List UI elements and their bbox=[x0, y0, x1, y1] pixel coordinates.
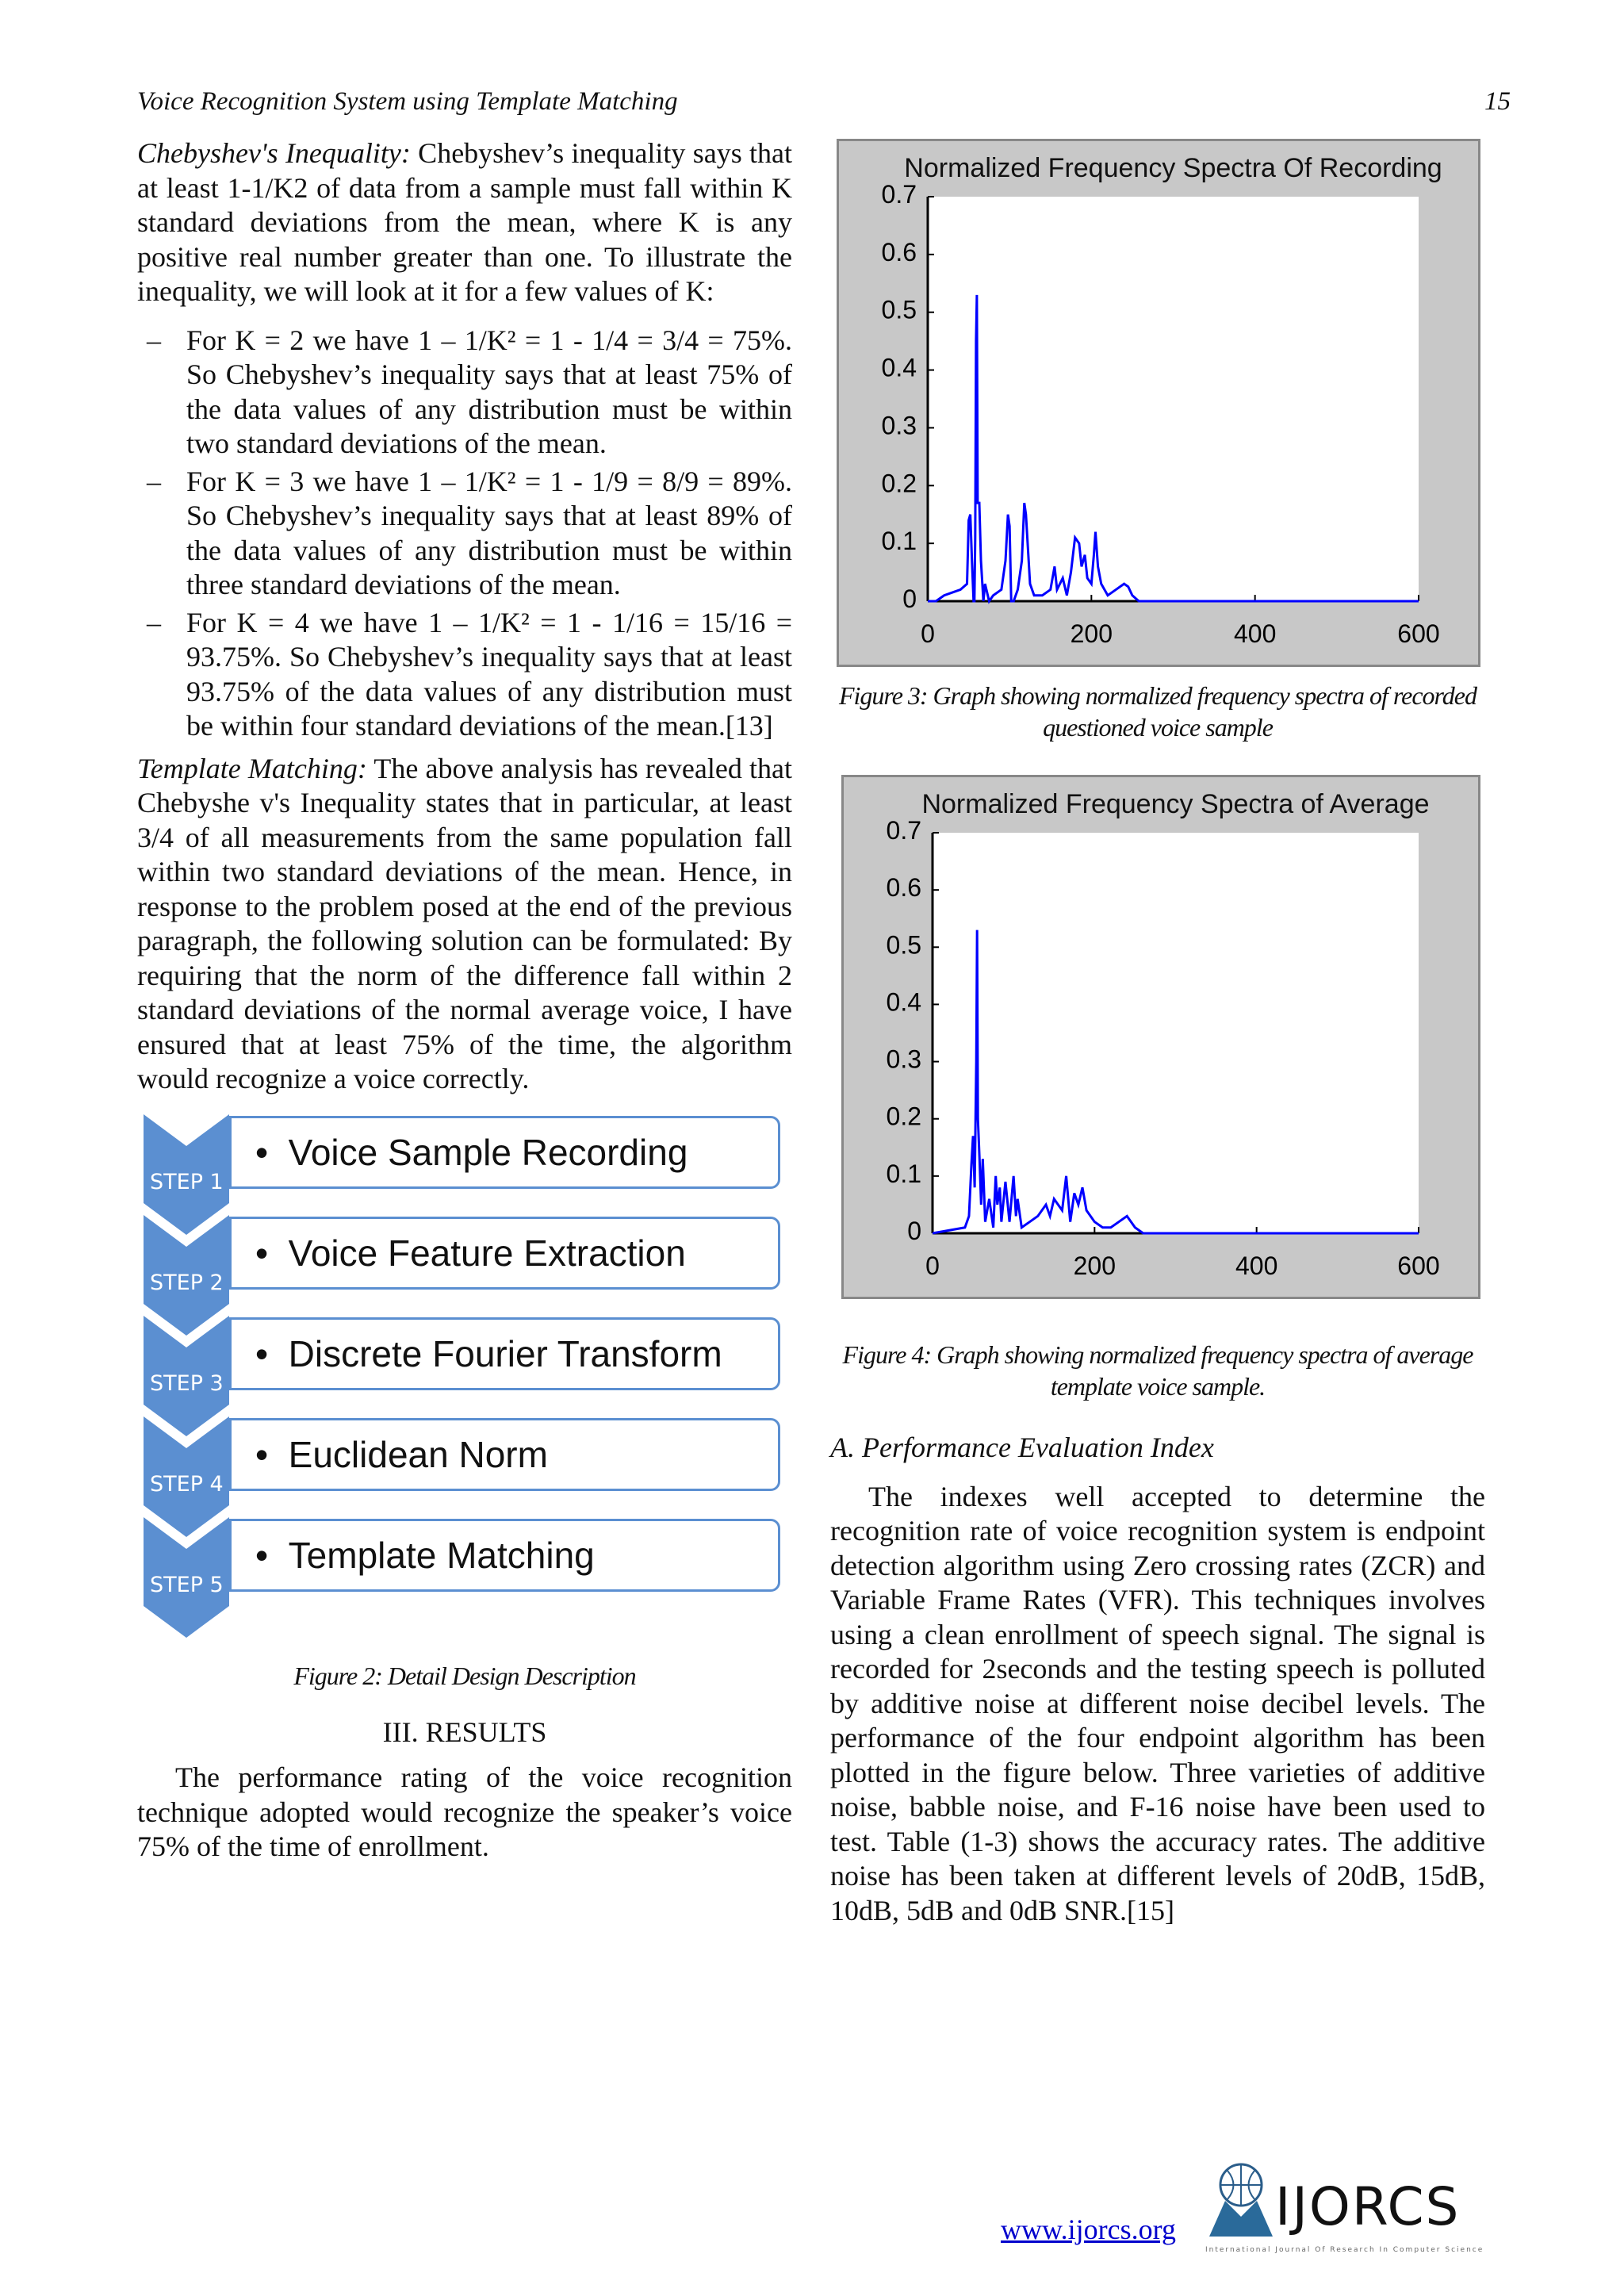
x-tick-label: 0 bbox=[925, 1251, 940, 1280]
running-title: Voice Recognition System using Template Matching bbox=[137, 87, 678, 116]
step-label: Euclidean Norm bbox=[288, 1433, 548, 1475]
y-tick-label: 0.3 bbox=[881, 411, 917, 440]
y-tick-label: 0 bbox=[907, 1217, 921, 1245]
results-text: The performance rating of the voice recognition technique adopted would recognize the speaker’s voice 75% of the time of enrollment. bbox=[137, 1761, 792, 1862]
step-box: • Discrete Fourier Transform bbox=[229, 1317, 780, 1390]
step-5 bbox=[144, 1517, 787, 1618]
y-tick-label: 0.3 bbox=[886, 1045, 921, 1074]
step-box: • Template Matching bbox=[229, 1519, 780, 1592]
results-heading: III. RESULTS bbox=[382, 1715, 547, 1748]
y-tick-label: 0.7 bbox=[881, 180, 917, 209]
step-label: Template Matching bbox=[288, 1534, 595, 1576]
step-3 bbox=[144, 1316, 787, 1416]
template-matching-text: The above analysis has revealed that Chebyshe v's Inequality states that in particular, at least 3/4 of all measurements from the same population fall within two standard deviations of the mean. Hence, in response to the problem posed at the end of the previous paragraph, the following solution can be formulated: By requiring that the norm of the difference fall within 2 standard deviations of the normal average voice, I have ensured that at least 75% of the time, the algorithm would recognize a voice correctly. bbox=[137, 752, 792, 1094]
template-matching-label: Template Matching: bbox=[137, 752, 367, 784]
page-number: 15 bbox=[1484, 87, 1511, 116]
ijorcs-logo bbox=[1205, 2161, 1491, 2260]
k-examples-list bbox=[137, 324, 792, 744]
y-tick-label: 0.4 bbox=[881, 353, 917, 382]
logo-text: IJORCS bbox=[1275, 2176, 1461, 2237]
y-tick-label: 0.5 bbox=[881, 295, 917, 324]
journal-link[interactable]: www.ijorcs.org bbox=[1001, 2214, 1176, 2245]
chebyshev-text: Chebyshev’s inequality says that at least 1-1/K2 of data from a sample must fall within K standard deviations from the mean, where K is any positive real number greater than one. To illustrate the inequality, we will look at it for a few values of K: bbox=[137, 137, 793, 307]
step-box: • Voice Feature Extraction bbox=[229, 1217, 780, 1290]
y-tick-label: 0.6 bbox=[886, 873, 921, 903]
y-tick-label: 0.2 bbox=[881, 469, 917, 498]
y-tick-label: 0.5 bbox=[886, 930, 921, 960]
y-tick-label: 0.1 bbox=[886, 1159, 921, 1188]
step-box: • Voice Sample Recording bbox=[229, 1116, 780, 1189]
step-label: Discrete Fourier Transform bbox=[288, 1332, 722, 1374]
figure-4-caption: Figure 4: Graph showing normalized frequency spectra of average template voice sample. bbox=[842, 1340, 1473, 1401]
plot-area bbox=[933, 833, 1419, 1233]
x-tick-label: 200 bbox=[1073, 1251, 1116, 1280]
x-tick-label: 200 bbox=[1070, 619, 1113, 648]
y-tick-label: 0.2 bbox=[886, 1102, 921, 1131]
x-tick-label: 400 bbox=[1233, 619, 1277, 648]
plot-area bbox=[928, 197, 1419, 601]
chebyshev-paragraph bbox=[137, 136, 792, 309]
template-matching-paragraph bbox=[137, 752, 792, 1097]
logo-subtitle: International Journal Of Research In Computer Science bbox=[1205, 2246, 1484, 2254]
section-heading: A. Performance Evaluation Index bbox=[830, 1432, 1214, 1463]
step-1 bbox=[144, 1114, 787, 1215]
chart-title: Normalized Frequency Spectra of Average bbox=[921, 789, 1430, 819]
right-column bbox=[830, 139, 1485, 1928]
y-tick-label: 0 bbox=[902, 585, 917, 613]
step-label: Voice Sample Recording bbox=[288, 1131, 688, 1173]
figure-3-caption: Figure 3: Graph showing normalized frequency spectra of recorded questioned voice sample bbox=[838, 681, 1477, 742]
figure-2-caption: Figure 2: Detail Design Description bbox=[293, 1661, 636, 1690]
x-tick-label: 600 bbox=[1397, 619, 1440, 648]
chart-recording bbox=[837, 139, 1480, 667]
x-tick-label: 400 bbox=[1235, 1251, 1278, 1280]
step-label: Voice Feature Extraction bbox=[288, 1232, 686, 1274]
chart-title: Normalized Frequency Spectra Of Recording bbox=[904, 153, 1442, 183]
list-item: – For K = 2 we have 1 – 1/K² = 1 - 1/4 = 3/4 = 75%. So Chebyshev’s inequality says that at least 75% of the data values of any distribution must be within two standard deviations of the mean. bbox=[186, 324, 792, 462]
x-tick-label: 600 bbox=[1397, 1251, 1440, 1280]
globe-icon bbox=[1205, 2161, 1277, 2240]
list-item: – For K = 4 we have 1 – 1/K² = 1 - 1/16 = 15/16 = 93.75%. So Chebyshev’s inequality says that at least 93.75% of the data values of any distribution must be within four standard deviations of the mean.[13] bbox=[186, 606, 792, 744]
chart-average bbox=[841, 775, 1480, 1299]
left-column bbox=[137, 136, 792, 1865]
step-tag: STEP 1 bbox=[150, 1169, 224, 1194]
step-tag: STEP 3 bbox=[150, 1370, 224, 1396]
step-box: • Euclidean Norm bbox=[229, 1418, 780, 1491]
y-tick-label: 0.7 bbox=[886, 816, 921, 845]
design-steps-diagram bbox=[144, 1114, 787, 1654]
y-tick-label: 0.1 bbox=[881, 527, 917, 556]
y-tick-label: 0.6 bbox=[881, 237, 917, 266]
step-tag: STEP 2 bbox=[150, 1270, 224, 1295]
chebyshev-label: Chebyshev's Inequality: bbox=[137, 137, 411, 169]
step-2 bbox=[144, 1215, 787, 1316]
step-4 bbox=[144, 1416, 787, 1517]
step-tag: STEP 4 bbox=[150, 1471, 224, 1497]
list-item: – For K = 3 we have 1 – 1/K² = 1 - 1/9 = 8/9 = 89%. So Chebyshev’s inequality says that at least 89% of the data values of any distribution must be within three standard deviations of the mean. bbox=[186, 465, 792, 603]
step-tag: STEP 5 bbox=[150, 1572, 224, 1597]
x-tick-label: 0 bbox=[921, 619, 935, 648]
y-tick-label: 0.4 bbox=[886, 987, 921, 1017]
performance-text: The indexes well accepted to determine the recognition rate of voice recognition system is endpoint detection algorithm using Zero crossing rates (ZCR) and Variable Frame Rates (VFR). This techniques involves using a clean enrollment of speech signal. The signal is recorded for 2seconds and the testing speech is polluted by additive noise at different noise decibel levels. The performance of the four endpoint algorithm has been plotted in the figure below. Three varieties of additive noise, babble noise, and F-16 noise have been used to test. Table (1-3) shows the accuracy rates. The additive noise has been taken at different levels of 20dB, 15dB, 10dB, 5dB and 0dB SNR.[15] bbox=[830, 1480, 1485, 1926]
